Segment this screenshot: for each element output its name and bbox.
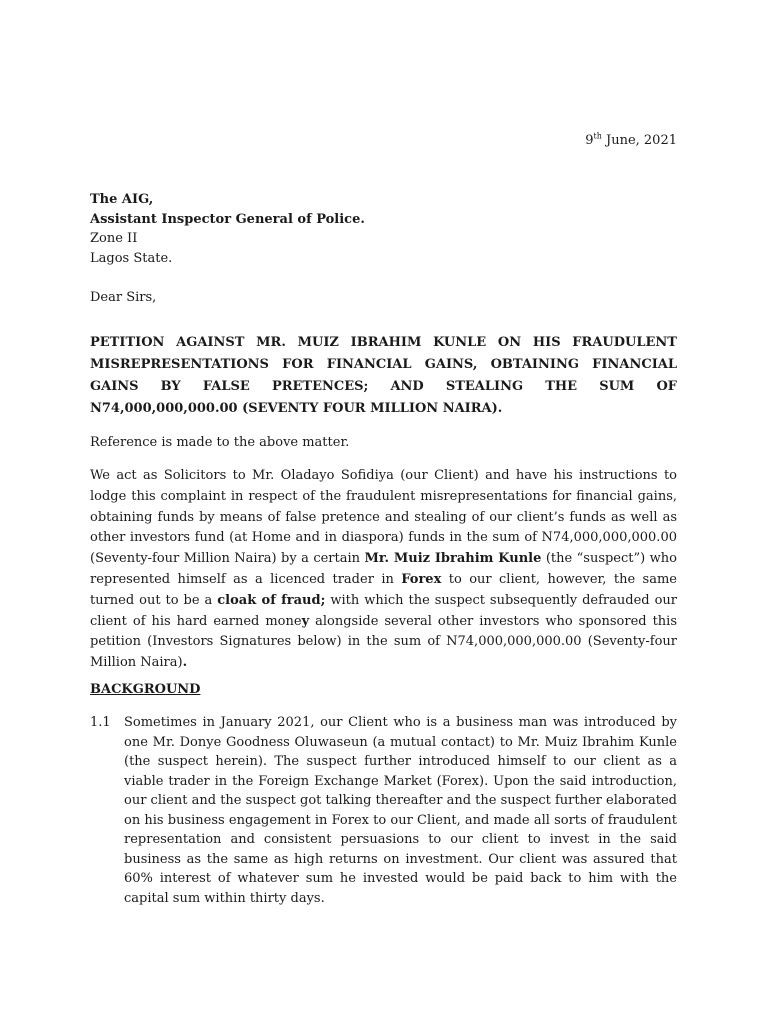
addressee-title: The AIG, [90, 192, 154, 207]
reference-line: Reference is made to the above matter. [90, 435, 350, 450]
forex-term: Forex [401, 571, 442, 587]
cloak-of-fraud: cloak of fraud [217, 592, 321, 608]
letter-date: 9th June, 2021 [585, 131, 677, 148]
addressee-zone: Zone II [90, 231, 138, 246]
item-number: 1.1 [90, 715, 111, 730]
addressee-office: Assistant Inspector General of Police. [90, 211, 365, 227]
salutation: Dear Sirs, [90, 290, 157, 305]
background-heading: BACKGROUND [90, 682, 201, 697]
date-suffix: th [593, 131, 602, 141]
item-text: Sometimes in January 2021, our Client who is a business man was introduced by one Mr. Donye Goodness Oluwaseun (a mutual contact) to Mr. Muiz Ibrahim Kunle (the suspect herein). The suspect further introduced himself to our client as a viable trader in the Foreign Exchange Market (Forex). Upon the said introduction, our client and the suspect got talking thereafter and the suspect further elaborated on his business engagement in Forex to our Client, and made all sorts of fraudulent representation and consistent persuasions to our client to invest in the said business as the same as high returns on investment. Our client was assured that 60% interest of whatever sum he invested would be paid back to him with the capital sum within thirty days. [124, 715, 677, 906]
intro-paragraph: We act as Solicitors to Mr. Oladayo Sofidiya (our Client) and have his instructions to lodge this complaint in respect of the fraudulent misrepresentations for financial gains, obtaining funds by means of false pretence and stealing of our client’s funds as well as other investors fund (at Home and in diaspora) funds in the sum of N74,000,000,000.00 (Seventy-four Million Naira) by a certain Mr. Muiz Ibrahim Kunle (the “suspect”) who represented himself as a licenced trader in Forex to our client, however, the same turned out to be a cloak of fraud; with which the suspect subsequently defrauded our client of his hard earned money alongside several other investors who sponsored this petition (Investors Signatures below) in the sum of N74,000,000,000.00 (Seventy-four Million Naira). [90, 468, 678, 671]
addressee-state: Lagos State. [90, 250, 173, 266]
suspect-name: Mr. Muiz Ibrahim Kunle [364, 551, 542, 567]
addressee-block [90, 190, 365, 268]
subject-heading: PETITION AGAINST MR. MUIZ IBRAHIM KUNLE ON HIS FRAUDULENT MISREPRESENTATIONS FOR FINANCIAL GAINS, OBTAINING FINANCIAL GAINS BY FALSE PRETENCES; AND STEALING THE SUM OF N74,000,000,000.00 (SEVENTY FOUR MILLION NAIRA). [90, 335, 677, 416]
